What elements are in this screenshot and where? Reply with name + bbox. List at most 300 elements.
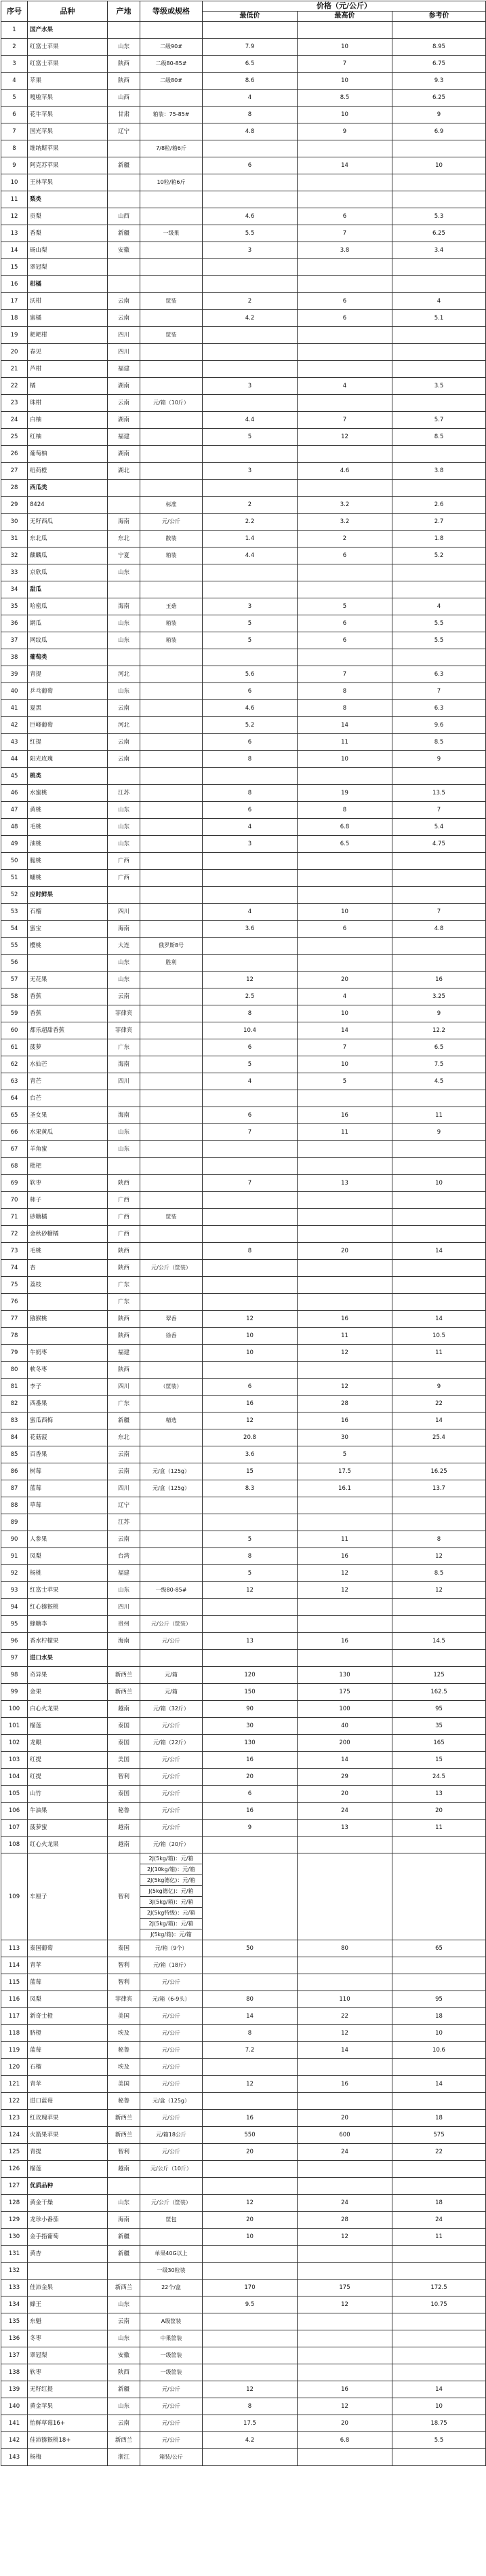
row-min-price: 8 <box>203 1243 298 1260</box>
row-origin <box>108 259 140 276</box>
row-max-price: 30 <box>298 1429 392 1446</box>
row-name: 柑橘 <box>28 276 108 293</box>
row-origin <box>108 174 140 191</box>
table-row <box>1 853 486 870</box>
row-index: 57 <box>1 972 28 988</box>
row-origin <box>108 1650 140 1667</box>
row-index: 11 <box>1 191 28 208</box>
row-name: 无籽红提 <box>28 2381 108 2398</box>
row-ref-price: 5.4 <box>392 819 486 836</box>
header-max: 最高价 <box>298 12 392 22</box>
row-name: 百香果 <box>28 1446 108 1463</box>
row-name: 网纹瓜 <box>28 632 108 649</box>
row-ref-price: 6.25 <box>392 90 486 107</box>
row-max-price: 16 <box>298 1548 392 1565</box>
row-name: 牛油果 <box>28 1803 108 1820</box>
row-name: 王林苹果 <box>28 174 108 191</box>
row-name: 網瓜 <box>28 615 108 632</box>
row-ref-price: 10 <box>392 1175 486 1192</box>
row-name: 葡萄类 <box>28 649 108 666</box>
row-index: 3 <box>1 56 28 73</box>
row-origin <box>108 1090 140 1107</box>
category-row <box>1 581 486 598</box>
category-row <box>1 887 486 904</box>
row-ref-price: 14 <box>392 2381 486 2398</box>
row-name: 猕猴桃 <box>28 1311 108 1328</box>
row-max-price: 10 <box>298 1005 392 1022</box>
row-name: 香梨 <box>28 225 108 242</box>
row-spec <box>140 90 203 107</box>
row-min-price <box>203 395 298 412</box>
row-origin: 山东 <box>108 1141 140 1158</box>
table-row <box>1 2296 486 2313</box>
table-row <box>1 1124 486 1141</box>
row-ref-price: 20 <box>392 1803 486 1820</box>
row-origin: 秘鲁 <box>108 1803 140 1820</box>
row-name: 红富士苹果 <box>28 1582 108 1599</box>
row-index: 119 <box>1 2042 28 2059</box>
row-index: 84 <box>1 1429 28 1446</box>
row-name <box>28 1328 108 1345</box>
row-min-price: 20 <box>203 2212 298 2229</box>
row-max-price <box>298 2347 392 2364</box>
row-ref-price: 6.75 <box>392 56 486 73</box>
row-min-price: 7 <box>203 1124 298 1141</box>
table-row <box>1 1940 486 1957</box>
row-min-price: 8.3 <box>203 1480 298 1497</box>
row-origin: 山东 <box>108 615 140 632</box>
header-origin: 产地 <box>108 1 140 22</box>
row-ref-price <box>392 1514 486 1531</box>
row-origin: 智利 <box>108 1974 140 1991</box>
row-max-price: 6.5 <box>298 836 392 853</box>
row-min-price: 6 <box>203 1786 298 1803</box>
row-max-price <box>298 1192 392 1209</box>
row-spec: 元/公斤 <box>140 2042 203 2059</box>
row-ref-price: 5.2 <box>392 547 486 564</box>
row-min-price <box>203 276 298 293</box>
row-name: 哈密瓜 <box>28 598 108 615</box>
row-ref-price: 6.3 <box>392 666 486 683</box>
row-spec-line: 2J(5kg特级)：元/箱 <box>140 1908 202 1919</box>
row-origin <box>108 768 140 785</box>
row-min-price: 2 <box>203 497 298 514</box>
row-spec: 翠香 <box>140 1311 203 1328</box>
row-origin: 新疆 <box>108 157 140 174</box>
row-index: 125 <box>1 2144 28 2161</box>
row-name: 进口水果 <box>28 1650 108 1667</box>
row-min-price <box>203 1192 298 1209</box>
row-spec <box>140 22 203 39</box>
row-spec: 一级筐装 <box>140 2347 203 2364</box>
row-spec: 元/公斤 <box>140 1718 203 1735</box>
row-origin: 秘鲁 <box>108 2042 140 2059</box>
row-name: 翠冠梨 <box>28 259 108 276</box>
row-min-price: 7.9 <box>203 39 298 56</box>
row-ref-price: 14 <box>392 1311 486 1328</box>
row-spec <box>140 649 203 666</box>
row-index: 21 <box>1 361 28 378</box>
table-row <box>1 1056 486 1073</box>
table-row <box>1 2093 486 2110</box>
table-row <box>1 1005 486 1022</box>
row-max-price <box>298 361 392 378</box>
row-spec <box>140 2229 203 2246</box>
row-max-price <box>298 2263 392 2280</box>
row-spec <box>140 683 203 700</box>
table-row <box>1 819 486 836</box>
row-spec <box>140 310 203 327</box>
row-index: 142 <box>1 2432 28 2449</box>
row-spec <box>140 972 203 988</box>
row-origin: 泰国 <box>108 1718 140 1735</box>
row-min-price <box>203 22 298 39</box>
row-max-price: 3.2 <box>298 514 392 531</box>
row-min-price: 8 <box>203 1005 298 1022</box>
row-spec <box>140 191 203 208</box>
row-max-price <box>298 649 392 666</box>
row-origin: 云南 <box>108 395 140 412</box>
row-min-price <box>203 1497 298 1514</box>
row-index: 9 <box>1 157 28 174</box>
row-index: 90 <box>1 1531 28 1548</box>
row-ref-price: 4 <box>392 598 486 615</box>
row-min-price: 1.4 <box>203 531 298 547</box>
row-spec: 精选 <box>140 1412 203 1429</box>
row-spec: 标准 <box>140 497 203 514</box>
row-ref-price <box>392 174 486 191</box>
row-origin: 云南 <box>108 2415 140 2432</box>
row-origin: 海南 <box>108 1107 140 1124</box>
row-spec <box>140 1853 203 1940</box>
row-index: 61 <box>1 1039 28 1056</box>
row-origin: 越南 <box>108 1820 140 1837</box>
row-max-price: 14 <box>298 1752 392 1769</box>
row-max-price: 6 <box>298 547 392 564</box>
row-max-price: 80 <box>298 1940 392 1957</box>
row-min-price: 2.2 <box>203 514 298 531</box>
row-ref-price <box>392 938 486 955</box>
row-origin: 新西兰 <box>108 1684 140 1701</box>
row-spec <box>140 717 203 734</box>
row-origin: 智利 <box>108 1769 140 1786</box>
table-row <box>1 73 486 90</box>
table-row <box>1 446 486 463</box>
row-ref-price: 1.8 <box>392 531 486 547</box>
row-index: 114 <box>1 1957 28 1974</box>
row-index: 41 <box>1 700 28 717</box>
table-row <box>1 140 486 157</box>
row-name <box>28 2263 108 2280</box>
row-name: 阿克苏苹果 <box>28 157 108 174</box>
row-name: 草莓 <box>28 1497 108 1514</box>
row-spec: 元/公斤 <box>140 1974 203 1991</box>
row-max-price: 9 <box>298 123 392 140</box>
row-ref-price: 35 <box>392 1718 486 1735</box>
row-name: 人参果 <box>28 1531 108 1548</box>
table-row <box>1 90 486 107</box>
row-spec <box>140 446 203 463</box>
row-min-price: 3 <box>203 242 298 259</box>
row-name: 东北瓜 <box>28 531 108 547</box>
row-ref-price <box>392 2364 486 2381</box>
row-ref-price: 6.3 <box>392 700 486 717</box>
row-origin <box>108 581 140 598</box>
row-ref-price <box>392 446 486 463</box>
row-max-price: 10 <box>298 73 392 90</box>
row-max-price: 6.8 <box>298 819 392 836</box>
row-max-price <box>298 2059 392 2076</box>
row-ref-price <box>392 2263 486 2280</box>
row-max-price: 8 <box>298 802 392 819</box>
row-origin: 秘鲁 <box>108 2093 140 2110</box>
row-ref-price <box>392 1837 486 1853</box>
category-row <box>1 768 486 785</box>
row-index: 48 <box>1 819 28 836</box>
row-name: 红提 <box>28 734 108 751</box>
row-origin: 广西 <box>108 1209 140 1226</box>
row-index: 8 <box>1 140 28 157</box>
row-spec: 一级80-85# <box>140 1582 203 1599</box>
table-row <box>1 497 486 514</box>
row-index: 24 <box>1 412 28 429</box>
row-index: 36 <box>1 615 28 632</box>
table-row <box>1 2313 486 2330</box>
row-name: 蟠桃 <box>28 870 108 887</box>
row-ref-price: 6.25 <box>392 225 486 242</box>
row-name: 蜜瓜西梅 <box>28 1412 108 1429</box>
row-max-price <box>298 480 392 497</box>
row-ref-price <box>392 2178 486 2195</box>
row-index: 73 <box>1 1243 28 1260</box>
row-spec: 元/公斤 <box>140 2144 203 2161</box>
row-name: 香蕉 <box>28 1005 108 1022</box>
row-min-price: 20 <box>203 1769 298 1786</box>
row-min-price <box>203 1616 298 1633</box>
row-origin: 海南 <box>108 2212 140 2229</box>
row-min-price: 10 <box>203 1328 298 1345</box>
table-row <box>1 1446 486 1463</box>
row-min-price: 13 <box>203 1633 298 1650</box>
row-origin: 福建 <box>108 1565 140 1582</box>
row-min-price: 10 <box>203 1345 298 1362</box>
row-ref-price: 11 <box>392 2229 486 2246</box>
header-ref: 参考价 <box>392 12 486 22</box>
row-spec <box>140 1345 203 1362</box>
row-spec <box>140 1226 203 1243</box>
row-max-price <box>298 446 392 463</box>
row-min-price <box>203 1957 298 1974</box>
table-row <box>1 2280 486 2296</box>
row-spec: 元/公斤 <box>140 2059 203 2076</box>
row-name: 珠柑 <box>28 395 108 412</box>
row-min-price: 8 <box>203 2398 298 2415</box>
row-index: 30 <box>1 514 28 531</box>
row-name: 纽荷橙 <box>28 463 108 480</box>
row-origin: 陕西 <box>108 1243 140 1260</box>
row-index: 98 <box>1 1667 28 1684</box>
header-min: 最低价 <box>203 12 298 22</box>
row-spec: 元/公斤（筐装） <box>140 2195 203 2212</box>
row-spec <box>140 429 203 446</box>
row-min-price <box>203 191 298 208</box>
row-max-price: 16 <box>298 1311 392 1328</box>
row-origin: 贵州 <box>108 1616 140 1633</box>
row-index: 103 <box>1 1752 28 1769</box>
row-index: 127 <box>1 2178 28 2195</box>
table-row <box>1 361 486 378</box>
row-min-price <box>203 1974 298 1991</box>
table-row <box>1 2381 486 2398</box>
row-ref-price: 11 <box>392 1820 486 1837</box>
row-name: 巨峰葡萄 <box>28 717 108 734</box>
table-row <box>1 1803 486 1820</box>
row-origin: 云南 <box>108 2313 140 2330</box>
row-name: 进口蓝莓 <box>28 2093 108 2110</box>
row-name: 圣女果 <box>28 1107 108 1124</box>
row-spec: 7/8粒/箱6斤 <box>140 140 203 157</box>
row-name: 蜂糖李 <box>28 1616 108 1633</box>
row-max-price: 14 <box>298 2042 392 2059</box>
row-spec: 元/公斤 <box>140 1803 203 1820</box>
row-min-price: 12 <box>203 2381 298 2398</box>
table-row <box>1 632 486 649</box>
row-name: 水果黄瓜 <box>28 1124 108 1141</box>
row-origin: 山西 <box>108 90 140 107</box>
row-spec: 元/公斤 <box>140 2110 203 2127</box>
row-ref-price <box>392 564 486 581</box>
row-index: 132 <box>1 2263 28 2280</box>
row-min-price: 150 <box>203 1684 298 1701</box>
row-min-price: 80 <box>203 1991 298 2008</box>
row-index: 75 <box>1 1277 28 1294</box>
table-row <box>1 751 486 768</box>
row-index: 85 <box>1 1446 28 1463</box>
row-max-price <box>298 276 392 293</box>
table-row <box>1 1345 486 1362</box>
row-min-price <box>203 2449 298 2466</box>
row-min-price: 50 <box>203 1940 298 1957</box>
table-row <box>1 259 486 276</box>
category-row <box>1 649 486 666</box>
row-name: 翠冠梨 <box>28 2347 108 2364</box>
row-origin: 云南 <box>108 988 140 1005</box>
table-row <box>1 1141 486 1158</box>
row-origin: 安徽 <box>108 242 140 259</box>
row-origin: 新疆 <box>108 2381 140 2398</box>
row-index: 15 <box>1 259 28 276</box>
row-origin: 海南 <box>108 598 140 615</box>
row-index: 33 <box>1 564 28 581</box>
row-spec <box>140 921 203 938</box>
row-min-price: 4 <box>203 1073 298 1090</box>
row-max-price <box>298 174 392 191</box>
row-ref-price: 5.7 <box>392 412 486 429</box>
row-origin: 云南 <box>108 1531 140 1548</box>
row-index: 105 <box>1 1786 28 1803</box>
row-spec <box>140 1107 203 1124</box>
row-max-price: 6.8 <box>298 2432 392 2449</box>
row-min-price: 4 <box>203 90 298 107</box>
row-min-price: 30 <box>203 1718 298 1735</box>
table-row <box>1 717 486 734</box>
row-spec: 俄罗斯8号 <box>140 938 203 955</box>
row-index: 82 <box>1 1396 28 1412</box>
table-row <box>1 395 486 412</box>
row-max-price: 20 <box>298 2110 392 2127</box>
row-index: 109 <box>1 1853 28 1940</box>
row-index: 68 <box>1 1158 28 1175</box>
row-spec <box>140 1277 203 1294</box>
row-index: 137 <box>1 2347 28 2364</box>
row-name: 麒麟瓜 <box>28 547 108 564</box>
row-spec: 元/箱 <box>140 1667 203 1684</box>
row-name: 红心火龙果 <box>28 1837 108 1853</box>
table-row <box>1 2263 486 2280</box>
row-ref-price <box>392 2161 486 2178</box>
row-origin: 山东 <box>108 39 140 56</box>
row-ref-price: 10.6 <box>392 2042 486 2059</box>
row-index: 120 <box>1 2059 28 2076</box>
row-name: 红提 <box>28 1769 108 1786</box>
row-spec <box>140 1022 203 1039</box>
row-name: 红心猕猴桃 <box>28 1599 108 1616</box>
row-min-price: 4.6 <box>203 208 298 225</box>
row-ref-price <box>392 327 486 344</box>
row-origin: 甘肃 <box>108 107 140 123</box>
row-name: 夏黑 <box>28 700 108 717</box>
row-name: 榴莲 <box>28 2161 108 2178</box>
row-origin: 广东 <box>108 1039 140 1056</box>
row-max-price: 16.1 <box>298 1480 392 1497</box>
row-max-price <box>298 2246 392 2263</box>
row-origin: 河北 <box>108 717 140 734</box>
row-index: 83 <box>1 1412 28 1429</box>
row-name: 怡鲜草莓16+ <box>28 2415 108 2432</box>
row-name: 无籽西瓜 <box>28 514 108 531</box>
row-max-price: 10 <box>298 1056 392 1073</box>
row-max-price: 4 <box>298 378 392 395</box>
row-spec: 一级果 <box>140 225 203 242</box>
row-max-price: 12 <box>298 2398 392 2415</box>
row-spec: 元/公斤 <box>140 514 203 531</box>
row-spec: 元/公斤 <box>140 2381 203 2398</box>
row-max-price <box>298 870 392 887</box>
row-ref-price <box>392 2347 486 2364</box>
row-max-price <box>298 1599 392 1616</box>
row-spec <box>140 1497 203 1514</box>
row-ref-price: 2.6 <box>392 497 486 514</box>
row-name: 阳光玫瑰 <box>28 751 108 768</box>
row-name: 花牛苹果 <box>28 107 108 123</box>
row-ref-price <box>392 2093 486 2110</box>
row-min-price: 4.2 <box>203 310 298 327</box>
row-ref-price <box>392 1294 486 1311</box>
row-ref-price: 9 <box>392 751 486 768</box>
row-max-price: 5 <box>298 1073 392 1090</box>
row-min-price <box>203 2347 298 2364</box>
row-spec: 元/盒（125g） <box>140 2093 203 2110</box>
row-min-price: 5 <box>203 615 298 632</box>
table-row <box>1 2398 486 2415</box>
row-spec: 元/箱（18斤） <box>140 1957 203 1974</box>
row-name: 白心火龙果 <box>28 1701 108 1718</box>
header-name: 品种 <box>28 1 108 22</box>
table-row <box>1 988 486 1005</box>
row-spec: 元/盒（125g） <box>140 1463 203 1480</box>
row-max-price <box>298 1957 392 1974</box>
row-ref-price: 10 <box>392 2025 486 2042</box>
